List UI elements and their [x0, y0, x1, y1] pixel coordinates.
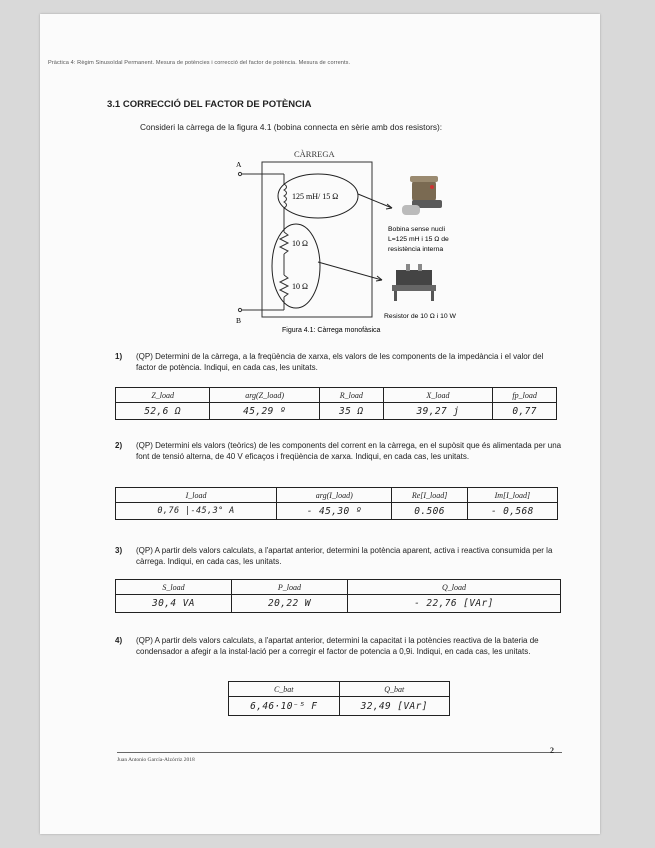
table-q4 [228, 681, 450, 716]
footer-author: Juan Antonio García-Alzórriz 2018 [117, 757, 195, 763]
question-2-text: (QP) Determini els valors (teòrics) de les components del corrent en la càrrega, en el supòsit que és alimentada per una font de tensió alterna, de 40 V eficaços i freqüència de xarxa. Indiqui, en cada cas, les unitats. [136, 441, 562, 461]
q1-header-x: X_load [383, 388, 493, 403]
terminal-b-label: B [236, 316, 242, 325]
resistor-photo [392, 264, 436, 301]
footer-rule [117, 752, 562, 753]
coil-caption-2: L=125 mH i 15 Ω de [388, 236, 449, 243]
q1-answer-argz: 45,29 º [210, 403, 320, 420]
table-q1 [115, 387, 557, 420]
q3-header-p: P_load [231, 580, 347, 595]
q1-header-argz: arg(Z_load) [210, 388, 320, 403]
question-3-number: 3) [115, 546, 123, 555]
question-4 [115, 635, 565, 671]
q1-header-r: R_load [319, 388, 383, 403]
table-q3 [115, 579, 561, 613]
q3-answer-s: 30,4 VA [116, 595, 232, 613]
question-2-number: 2) [115, 441, 123, 450]
table-q2 [115, 487, 558, 520]
q4-answer-c: 6,46·10⁻⁵ F [229, 697, 340, 716]
q1-answer-fp: 0,77 [493, 403, 557, 420]
figure-caption: Figura 4.1: Càrrega monofàsica [282, 327, 381, 334]
q2-header-im: Im[I_load] [467, 488, 557, 503]
carrega-label: CÀRREGA [294, 149, 335, 159]
question-4-number: 4) [115, 636, 123, 645]
intro-text: Consideri la càrrega de la figura 4.1 (bobina connecta en sèrie amb dos resistors): [140, 122, 443, 132]
q3-header-s: S_load [116, 580, 232, 595]
q1-answer-x: 39,27 j [383, 403, 493, 420]
inductor-label: 125 mH/ 15 Ω [292, 192, 339, 201]
q1-answer-z: 52,6 Ω [116, 403, 210, 420]
question-1-text: (QP) Determini de la càrrega, a la freqüència de xarxa, els valors de les components de la impedància i el valor del factor de potència. Indiqui, en cada cas, les unitats. [136, 352, 544, 372]
section-title: 3.1 CORRECCIÓ DEL FACTOR DE POTÈNCIA [107, 99, 312, 110]
q3-answer-p: 20,22 W [231, 595, 347, 613]
q2-answer-argi: - 45,30 º [277, 503, 392, 520]
q2-header-re: Re[I_load] [392, 488, 467, 503]
q3-answer-q: - 22,76 [VAr] [347, 595, 560, 613]
q1-header-z: Z_load [116, 388, 210, 403]
terminal-a-label: A [236, 160, 242, 169]
q4-header-q: Q_bat [339, 682, 450, 697]
resistor2-label: 10 Ω [292, 282, 308, 291]
resistor1-label: 10 Ω [292, 239, 308, 248]
q3-header-q: Q_load [347, 580, 560, 595]
coil-caption-3: resistència interna [388, 246, 444, 253]
question-1 [115, 351, 565, 375]
page-number: 2 [550, 746, 554, 755]
q1-answer-r: 35 Ω [319, 403, 383, 420]
q1-header-fp: fp_load [493, 388, 557, 403]
q4-answer-q: 32,49 [VAr] [339, 697, 450, 716]
q2-answer-im: - 0,568 [467, 503, 557, 520]
question-3 [115, 545, 565, 569]
q2-header-argi: arg(I_load) [277, 488, 392, 503]
page-header: Pràctica 4: Règim Sinusoïdal Permanent. Mesura de potències i correcció del factor de potència. Mesura de corrents. [48, 60, 351, 66]
question-3-text: (QP) A partir dels valors calculats, a l'apartat anterior, determini la potència aparent, activa i reactiva consumida per la càrrega. Indiqui, en cada cas, les unitats. [136, 546, 553, 566]
question-4-text: (QP) A partir dels valors calculats, a l'apartat anterior, determini la capacitat i la potències reactiva de la bateria de condensador a afegir a la instal·lació per a corregir el factor de potencia a 0,9i. Indiqui, en cada cas, les unitats. [136, 636, 539, 656]
q4-header-c: C_bat [229, 682, 340, 697]
question-1-number: 1) [115, 352, 123, 361]
question-2 [115, 440, 565, 476]
coil-caption-1: Bobina sense nucli [388, 226, 446, 233]
resistor-caption: Resistor de 10 Ω i 10 W [384, 313, 456, 320]
q2-answer-re: 0.506 [392, 503, 467, 520]
q2-header-i: I_load [116, 488, 277, 503]
coil-photo [402, 176, 442, 215]
q2-answer-i: 0,76 |-45,3° A [116, 503, 277, 520]
